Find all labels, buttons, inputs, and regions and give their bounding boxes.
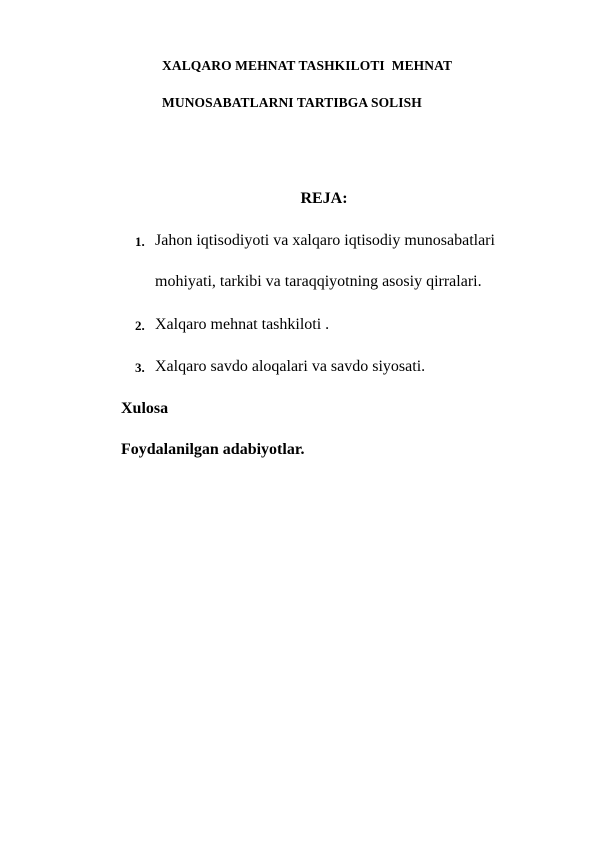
plan-item-text: Xalqaro savdo aloqalari va savdo siyosati. (155, 358, 426, 375)
conclusion-heading: Xulosa (121, 400, 169, 417)
plan-item-text: Xalqaro mehnat tashkiloti . (155, 316, 330, 333)
plan-item-number: 2. (135, 318, 145, 333)
document-title-line-1: XALQARO MEHNAT TASHKILOTI MEHNAT (162, 58, 453, 73)
plan-item-number: 1. (135, 234, 145, 249)
plan-heading: REJA: (300, 190, 348, 207)
plan-item-text: Jahon iqtisodiyoti va xalqaro iqtisodiy munosabatlari (155, 232, 495, 249)
plan-item-number: 3. (135, 360, 145, 375)
document-title-line-2: MUNOSABATLARNI TARTIBGA SOLISH (162, 95, 422, 110)
plan-item-text-continuation: mohiyati, tarkibi va taraqqiyotning asosiy qirralari. (155, 273, 482, 290)
references-heading: Foydalanilgan adabiyotlar. (121, 441, 305, 458)
